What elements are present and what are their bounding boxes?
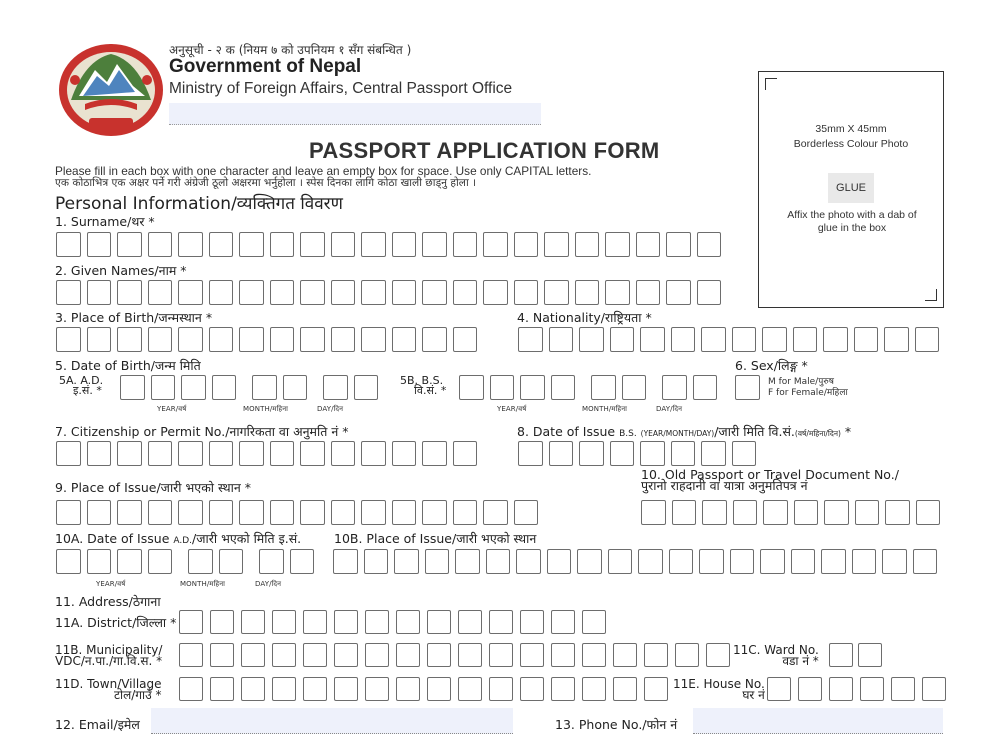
place-of-issue-char-box[interactable]	[361, 500, 386, 525]
given-names-char-box[interactable]	[331, 280, 356, 305]
issue-place-b-char-box[interactable]	[608, 549, 633, 574]
municipality-char-box[interactable]	[303, 643, 327, 667]
place-of-issue-char-box[interactable]	[148, 500, 173, 525]
municipality-char-box[interactable]	[210, 643, 234, 667]
given-names-label: 2. Given Names/नाम *	[55, 263, 187, 278]
surname-char-box[interactable]	[483, 232, 508, 257]
house-no-char-box[interactable]	[829, 677, 853, 701]
dob-label: 5. Date of Birth/जन्म मिति	[55, 358, 201, 373]
photo-desc-text: Borderless Colour Photo	[793, 138, 909, 150]
given-names-char-box[interactable]	[392, 280, 417, 305]
citizenship-char-box[interactable]	[453, 441, 478, 466]
district-char-box[interactable]	[427, 610, 451, 634]
citizenship-char-box[interactable]	[422, 441, 447, 466]
place-of-birth-char-box[interactable]	[209, 327, 234, 352]
municipality-char-box[interactable]	[489, 643, 513, 667]
dob-bs-boxes[interactable]	[459, 375, 717, 400]
district-char-box[interactable]	[551, 610, 575, 634]
dob-ad-char-box[interactable]	[181, 375, 206, 400]
issue-place-b-char-box[interactable]	[699, 549, 724, 574]
surname-char-box[interactable]	[422, 232, 447, 257]
municipality-char-box[interactable]	[675, 643, 699, 667]
place-of-birth-char-box[interactable]	[453, 327, 478, 352]
municipality-char-box[interactable]	[706, 643, 730, 667]
nationality-boxes[interactable]	[518, 327, 939, 352]
dob-ad-year-caption: YEAR/वर्ष	[157, 405, 187, 413]
sex-label: 6. Sex/लिङ्ग *	[735, 358, 808, 373]
instruction-english: Please fill in each box with one character and leave an empty box for space. Use only CAPITAL letters.	[55, 164, 592, 178]
photo-affix-text: Affix the photo with a dab of glue in the box	[787, 209, 917, 234]
citizenship-boxes[interactable]	[56, 441, 477, 466]
district-char-box[interactable]	[582, 610, 606, 634]
house-no-char-box[interactable]	[767, 677, 791, 701]
issue-place-b-char-box[interactable]	[486, 549, 511, 574]
municipality-char-box[interactable]	[644, 643, 668, 667]
nationality-char-box[interactable]	[640, 327, 665, 352]
sex-male-hint: M for Male/पुरुष	[768, 377, 834, 387]
surname-char-box[interactable]	[300, 232, 325, 257]
issue-place-b-char-box[interactable]	[547, 549, 572, 574]
nationality-char-box[interactable]	[915, 327, 940, 352]
given-names-char-box[interactable]	[575, 280, 600, 305]
issue-date-ad-char-box[interactable]	[259, 549, 284, 574]
old-passport-char-box[interactable]	[763, 500, 788, 525]
old-passport-char-box[interactable]	[641, 500, 666, 525]
place-of-issue-char-box[interactable]	[453, 500, 478, 525]
sex-box-char-box[interactable]	[735, 375, 760, 400]
municipality-char-box[interactable]	[613, 643, 637, 667]
issue-place-b-char-box[interactable]	[852, 549, 877, 574]
surname-char-box[interactable]	[148, 232, 173, 257]
surname-char-box[interactable]	[636, 232, 661, 257]
surname-char-box[interactable]	[544, 232, 569, 257]
dob-ad-day-caption: DAY/दिन	[317, 405, 344, 413]
issue-ad-month-caption: MONTH/महिना	[180, 580, 225, 588]
house-no-boxes[interactable]	[767, 677, 946, 701]
house-no-char-box[interactable]	[922, 677, 946, 701]
municipality-char-box[interactable]	[179, 643, 203, 667]
place-of-issue-char-box[interactable]	[483, 500, 508, 525]
citizenship-char-box[interactable]	[87, 441, 112, 466]
given-names-char-box[interactable]	[483, 280, 508, 305]
place-of-birth-char-box[interactable]	[422, 327, 447, 352]
dob-ad-char-box[interactable]	[120, 375, 145, 400]
dob-bs-label: 5B. B.S. वि.सं. *	[400, 374, 447, 397]
dob-bs-char-box[interactable]	[520, 375, 545, 400]
dob-bs-char-box[interactable]	[459, 375, 484, 400]
sex-female-hint: F for Female/महिला	[768, 388, 848, 398]
municipality-char-box[interactable]	[427, 643, 451, 667]
phone-input[interactable]	[693, 708, 943, 734]
issue-place-b-char-box[interactable]	[364, 549, 389, 574]
issue-date-ad-label: 10A. Date of Issue A.D./जारी भएको मिति इ.सं.	[55, 531, 302, 546]
municipality-char-box[interactable]	[272, 643, 296, 667]
dob-ad-label: 5A. A.D. इ.सं. *	[59, 374, 104, 397]
town-char-box[interactable]	[241, 677, 265, 701]
issue-ad-day-caption: DAY/दिन	[255, 580, 282, 588]
place-of-issue-char-box[interactable]	[239, 500, 264, 525]
citizenship-char-box[interactable]	[56, 441, 81, 466]
dob-bs-year-caption: YEAR/वर्ष	[497, 405, 527, 413]
surname-char-box[interactable]	[56, 232, 81, 257]
nationality-char-box[interactable]	[518, 327, 543, 352]
old-passport-char-box[interactable]	[855, 500, 880, 525]
given-names-char-box[interactable]	[361, 280, 386, 305]
issue-place-b-char-box[interactable]	[425, 549, 450, 574]
house-no-char-box[interactable]	[891, 677, 915, 701]
town-char-box[interactable]	[520, 677, 544, 701]
place-of-birth-char-box[interactable]	[270, 327, 295, 352]
old-passport-char-box[interactable]	[672, 500, 697, 525]
municipality-char-box[interactable]	[334, 643, 358, 667]
issue-place-b-char-box[interactable]	[882, 549, 907, 574]
issue-place-b-char-box[interactable]	[455, 549, 480, 574]
town-char-box[interactable]	[613, 677, 637, 701]
dob-bs-char-box[interactable]	[591, 375, 616, 400]
nepal-emblem-logo	[55, 40, 167, 140]
form-title: PASSPORT APPLICATION FORM	[309, 138, 660, 163]
given-names-char-box[interactable]	[453, 280, 478, 305]
town-char-box[interactable]	[644, 677, 668, 701]
surname-char-box[interactable]	[575, 232, 600, 257]
issue-date-ad-char-box[interactable]	[219, 549, 244, 574]
place-of-issue-char-box[interactable]	[392, 500, 417, 525]
citizenship-char-box[interactable]	[392, 441, 417, 466]
given-names-char-box[interactable]	[300, 280, 325, 305]
district-char-box[interactable]	[272, 610, 296, 634]
nationality-char-box[interactable]	[579, 327, 604, 352]
town-char-box[interactable]	[365, 677, 389, 701]
dob-bs-char-box[interactable]	[551, 375, 576, 400]
dob-bs-month-caption: MONTH/महिना	[582, 405, 627, 413]
dob-bs-day-caption: DAY/दिन	[656, 405, 683, 413]
town-char-box[interactable]	[551, 677, 575, 701]
citizenship-char-box[interactable]	[361, 441, 386, 466]
old-passport-char-box[interactable]	[794, 500, 819, 525]
issue-place-b-char-box[interactable]	[730, 549, 755, 574]
district-char-box[interactable]	[396, 610, 420, 634]
ward-label: 11C. Ward No. वडा नं *	[733, 643, 819, 668]
surname-char-box[interactable]	[666, 232, 691, 257]
citizenship-char-box[interactable]	[209, 441, 234, 466]
issue-place-b-char-box[interactable]	[333, 549, 358, 574]
issue-date-ad-char-box[interactable]	[290, 549, 315, 574]
date-of-issue-label: 8. Date of Issue B.S. (YEAR/MONTH/DAY)/जारी मिति वि.सं.(वर्ष/महिना/दिन) *	[517, 424, 852, 439]
municipality-char-box[interactable]	[458, 643, 482, 667]
town-char-box[interactable]	[489, 677, 513, 701]
place-of-issue-char-box[interactable]	[87, 500, 112, 525]
house-no-char-box[interactable]	[860, 677, 884, 701]
nationality-char-box[interactable]	[823, 327, 848, 352]
header-blank-field[interactable]	[169, 103, 541, 125]
issue-place-b-char-box[interactable]	[791, 549, 816, 574]
surname-char-box[interactable]	[209, 232, 234, 257]
citizenship-char-box[interactable]	[270, 441, 295, 466]
place-of-birth-char-box[interactable]	[361, 327, 386, 352]
old-passport-boxes[interactable]	[641, 500, 940, 525]
district-char-box[interactable]	[365, 610, 389, 634]
old-passport-char-box[interactable]	[733, 500, 758, 525]
glue-label: GLUE	[828, 173, 874, 203]
date-of-issue-bs-char-box[interactable]	[579, 441, 604, 466]
given-names-char-box[interactable]	[605, 280, 630, 305]
town-boxes[interactable]	[179, 677, 668, 701]
town-char-box[interactable]	[582, 677, 606, 701]
dob-ad-month-caption: MONTH/महिना	[243, 405, 288, 413]
municipality-char-box[interactable]	[582, 643, 606, 667]
place-of-birth-char-box[interactable]	[56, 327, 81, 352]
municipality-char-box[interactable]	[520, 643, 544, 667]
district-char-box[interactable]	[179, 610, 203, 634]
given-names-char-box[interactable]	[514, 280, 539, 305]
old-passport-char-box[interactable]	[702, 500, 727, 525]
issue-place-b-boxes[interactable]	[333, 549, 937, 574]
town-char-box[interactable]	[303, 677, 327, 701]
place-of-birth-label: 3. Place of Birth/जन्मस्थान *	[55, 310, 213, 325]
citizenship-char-box[interactable]	[148, 441, 173, 466]
town-char-box[interactable]	[458, 677, 482, 701]
place-of-issue-label: 9. Place of Issue/जारी भएको स्थान *	[55, 480, 252, 495]
place-of-issue-char-box[interactable]	[56, 500, 81, 525]
issue-place-b-char-box[interactable]	[577, 549, 602, 574]
place-of-issue-boxes[interactable]	[56, 500, 538, 525]
given-names-char-box[interactable]	[697, 280, 722, 305]
citizenship-char-box[interactable]	[178, 441, 203, 466]
surname-char-box[interactable]	[331, 232, 356, 257]
issue-place-b-char-box[interactable]	[760, 549, 785, 574]
issue-place-b-char-box[interactable]	[394, 549, 419, 574]
citizenship-char-box[interactable]	[117, 441, 142, 466]
place-of-issue-char-box[interactable]	[331, 500, 356, 525]
surname-char-box[interactable]	[117, 232, 142, 257]
municipality-boxes[interactable]	[179, 643, 730, 667]
ward-char-box[interactable]	[858, 643, 882, 667]
address-label: 11. Address/ठेगाना	[55, 594, 161, 609]
issue-place-b-char-box[interactable]	[821, 549, 846, 574]
given-names-boxes[interactable]	[56, 280, 721, 305]
dob-ad-char-box[interactable]	[323, 375, 348, 400]
instruction-nepali: एक कोठाभित्र एक अक्षर पर्ने गरी अंग्रेजी ठूलो अक्षरमा भर्नुहोला । स्पेस दिनका लागि कोठा खाली छाड्नु होला ।	[55, 177, 477, 189]
place-of-issue-char-box[interactable]	[300, 500, 325, 525]
dob-ad-char-box[interactable]	[212, 375, 237, 400]
citizenship-char-box[interactable]	[331, 441, 356, 466]
dob-ad-char-box[interactable]	[283, 375, 308, 400]
nationality-char-box[interactable]	[732, 327, 757, 352]
issue-place-b-char-box[interactable]	[516, 549, 541, 574]
town-char-box[interactable]	[272, 677, 296, 701]
surname-char-box[interactable]	[514, 232, 539, 257]
district-char-box[interactable]	[334, 610, 358, 634]
municipality-char-box[interactable]	[365, 643, 389, 667]
ward-char-box[interactable]	[829, 643, 853, 667]
place-of-birth-char-box[interactable]	[87, 327, 112, 352]
issue-date-ad-char-box[interactable]	[117, 549, 142, 574]
place-of-issue-char-box[interactable]	[117, 500, 142, 525]
town-char-box[interactable]	[210, 677, 234, 701]
given-names-char-box[interactable]	[666, 280, 691, 305]
surname-char-box[interactable]	[239, 232, 264, 257]
date-of-issue-bs-char-box[interactable]	[701, 441, 726, 466]
dob-bs-char-box[interactable]	[490, 375, 515, 400]
surname-char-box[interactable]	[392, 232, 417, 257]
sex-box[interactable]	[735, 375, 760, 400]
district-char-box[interactable]	[210, 610, 234, 634]
place-of-birth-char-box[interactable]	[239, 327, 264, 352]
nationality-char-box[interactable]	[854, 327, 879, 352]
date-of-issue-bs-char-box[interactable]	[549, 441, 574, 466]
issue-date-ad-char-box[interactable]	[188, 549, 213, 574]
given-names-char-box[interactable]	[544, 280, 569, 305]
district-char-box[interactable]	[303, 610, 327, 634]
surname-char-box[interactable]	[605, 232, 630, 257]
citizenship-char-box[interactable]	[300, 441, 325, 466]
dob-ad-char-box[interactable]	[151, 375, 176, 400]
old-passport-char-box[interactable]	[916, 500, 941, 525]
old-passport-label: 10. Old Passport or Travel Document No./ पुरानो राहदानी वा यात्रा अनुमतिपत्र नं	[641, 467, 899, 493]
citizenship-label: 7. Citizenship or Permit No./नागरिकता वा अनुमति नं *	[55, 424, 349, 439]
email-input[interactable]	[151, 708, 513, 734]
ministry-name: Ministry of Foreign Affairs, Central Passport Office	[169, 80, 513, 97]
municipality-char-box[interactable]	[396, 643, 420, 667]
issue-place-b-char-box[interactable]	[638, 549, 663, 574]
issue-ad-year-caption: YEAR/वर्ष	[96, 580, 126, 588]
ward-boxes[interactable]	[829, 643, 882, 667]
town-char-box[interactable]	[396, 677, 420, 701]
email-label: 12. Email/इमेल	[55, 717, 140, 732]
district-char-box[interactable]	[241, 610, 265, 634]
municipality-label: 11B. Municipality/ VDC/न.पा./गा.वि.स. *	[55, 643, 163, 668]
citizenship-char-box[interactable]	[239, 441, 264, 466]
given-names-char-box[interactable]	[209, 280, 234, 305]
given-names-char-box[interactable]	[117, 280, 142, 305]
issue-date-ad-char-box[interactable]	[148, 549, 173, 574]
rule-reference-text: अनुसूची - २ क (नियम ७ को उपनियम १ सँग संबन्धित )	[169, 43, 412, 57]
nationality-label: 4. Nationality/राष्ट्रियता *	[517, 310, 652, 325]
surname-char-box[interactable]	[270, 232, 295, 257]
town-char-box[interactable]	[179, 677, 203, 701]
given-names-char-box[interactable]	[239, 280, 264, 305]
issue-place-b-char-box[interactable]	[913, 549, 938, 574]
given-names-char-box[interactable]	[270, 280, 295, 305]
place-of-birth-char-box[interactable]	[331, 327, 356, 352]
given-names-char-box[interactable]	[636, 280, 661, 305]
nationality-char-box[interactable]	[762, 327, 787, 352]
given-names-char-box[interactable]	[148, 280, 173, 305]
place-of-issue-char-box[interactable]	[514, 500, 539, 525]
place-of-birth-char-box[interactable]	[178, 327, 203, 352]
district-boxes[interactable]	[179, 610, 606, 634]
dob-ad-boxes[interactable]	[120, 375, 378, 400]
district-label: 11A. District/जिल्ला *	[55, 615, 177, 630]
place-of-issue-char-box[interactable]	[270, 500, 295, 525]
dob-bs-char-box[interactable]	[622, 375, 647, 400]
place-of-birth-char-box[interactable]	[148, 327, 173, 352]
place-of-issue-char-box[interactable]	[178, 500, 203, 525]
issue-date-ad-char-box[interactable]	[56, 549, 81, 574]
nationality-char-box[interactable]	[701, 327, 726, 352]
given-names-char-box[interactable]	[56, 280, 81, 305]
dob-bs-char-box[interactable]	[662, 375, 687, 400]
issue-place-b-label: 10B. Place of Issue/जारी भएको स्थान	[334, 531, 537, 546]
surname-char-box[interactable]	[87, 232, 112, 257]
nationality-char-box[interactable]	[671, 327, 696, 352]
issue-place-b-char-box[interactable]	[669, 549, 694, 574]
date-of-issue-bs-boxes[interactable]	[518, 441, 756, 466]
district-char-box[interactable]	[489, 610, 513, 634]
place-of-birth-char-box[interactable]	[300, 327, 325, 352]
photo-box[interactable]	[758, 71, 944, 308]
nationality-char-box[interactable]	[549, 327, 574, 352]
nationality-char-box[interactable]	[610, 327, 635, 352]
surname-char-box[interactable]	[453, 232, 478, 257]
municipality-char-box[interactable]	[551, 643, 575, 667]
issue-date-ad-char-box[interactable]	[87, 549, 112, 574]
district-char-box[interactable]	[520, 610, 544, 634]
date-of-issue-bs-char-box[interactable]	[640, 441, 665, 466]
town-char-box[interactable]	[334, 677, 358, 701]
place-of-birth-char-box[interactable]	[392, 327, 417, 352]
nationality-char-box[interactable]	[884, 327, 909, 352]
district-char-box[interactable]	[458, 610, 482, 634]
surname-char-box[interactable]	[697, 232, 722, 257]
photo-size-text: 35mm X 45mm	[815, 123, 887, 135]
given-names-char-box[interactable]	[422, 280, 447, 305]
old-passport-char-box[interactable]	[824, 500, 849, 525]
surname-boxes[interactable]	[56, 232, 721, 257]
given-names-char-box[interactable]	[178, 280, 203, 305]
surname-label: 1. Surname/थर *	[55, 214, 155, 229]
date-of-issue-bs-char-box[interactable]	[671, 441, 696, 466]
section-title-personal-info: Personal Information/व्यक्तिगत विवरण	[55, 194, 343, 214]
house-no-label: 11E. House No. घर नं	[673, 677, 765, 702]
photo-corner-bottom-right	[925, 289, 937, 301]
house-no-char-box[interactable]	[798, 677, 822, 701]
government-name: Government of Nepal	[169, 56, 362, 77]
place-of-issue-char-box[interactable]	[209, 500, 234, 525]
place-of-issue-char-box[interactable]	[422, 500, 447, 525]
dob-bs-char-box[interactable]	[693, 375, 718, 400]
town-label: 11D. Town/Village टोल/गाउँ *	[55, 677, 162, 702]
phone-label: 13. Phone No./फोन नं	[555, 717, 678, 732]
date-of-issue-bs-char-box[interactable]	[518, 441, 543, 466]
surname-char-box[interactable]	[178, 232, 203, 257]
old-passport-char-box[interactable]	[885, 500, 910, 525]
place-of-birth-boxes[interactable]	[56, 327, 477, 352]
date-of-issue-bs-char-box[interactable]	[732, 441, 757, 466]
given-names-char-box[interactable]	[87, 280, 112, 305]
surname-char-box[interactable]	[361, 232, 386, 257]
town-char-box[interactable]	[427, 677, 451, 701]
issue-date-ad-boxes[interactable]	[56, 549, 314, 574]
municipality-char-box[interactable]	[241, 643, 265, 667]
nationality-char-box[interactable]	[793, 327, 818, 352]
dob-ad-char-box[interactable]	[252, 375, 277, 400]
photo-corner-top-left	[765, 78, 777, 90]
date-of-issue-bs-char-box[interactable]	[610, 441, 635, 466]
dob-ad-char-box[interactable]	[354, 375, 379, 400]
place-of-birth-char-box[interactable]	[117, 327, 142, 352]
